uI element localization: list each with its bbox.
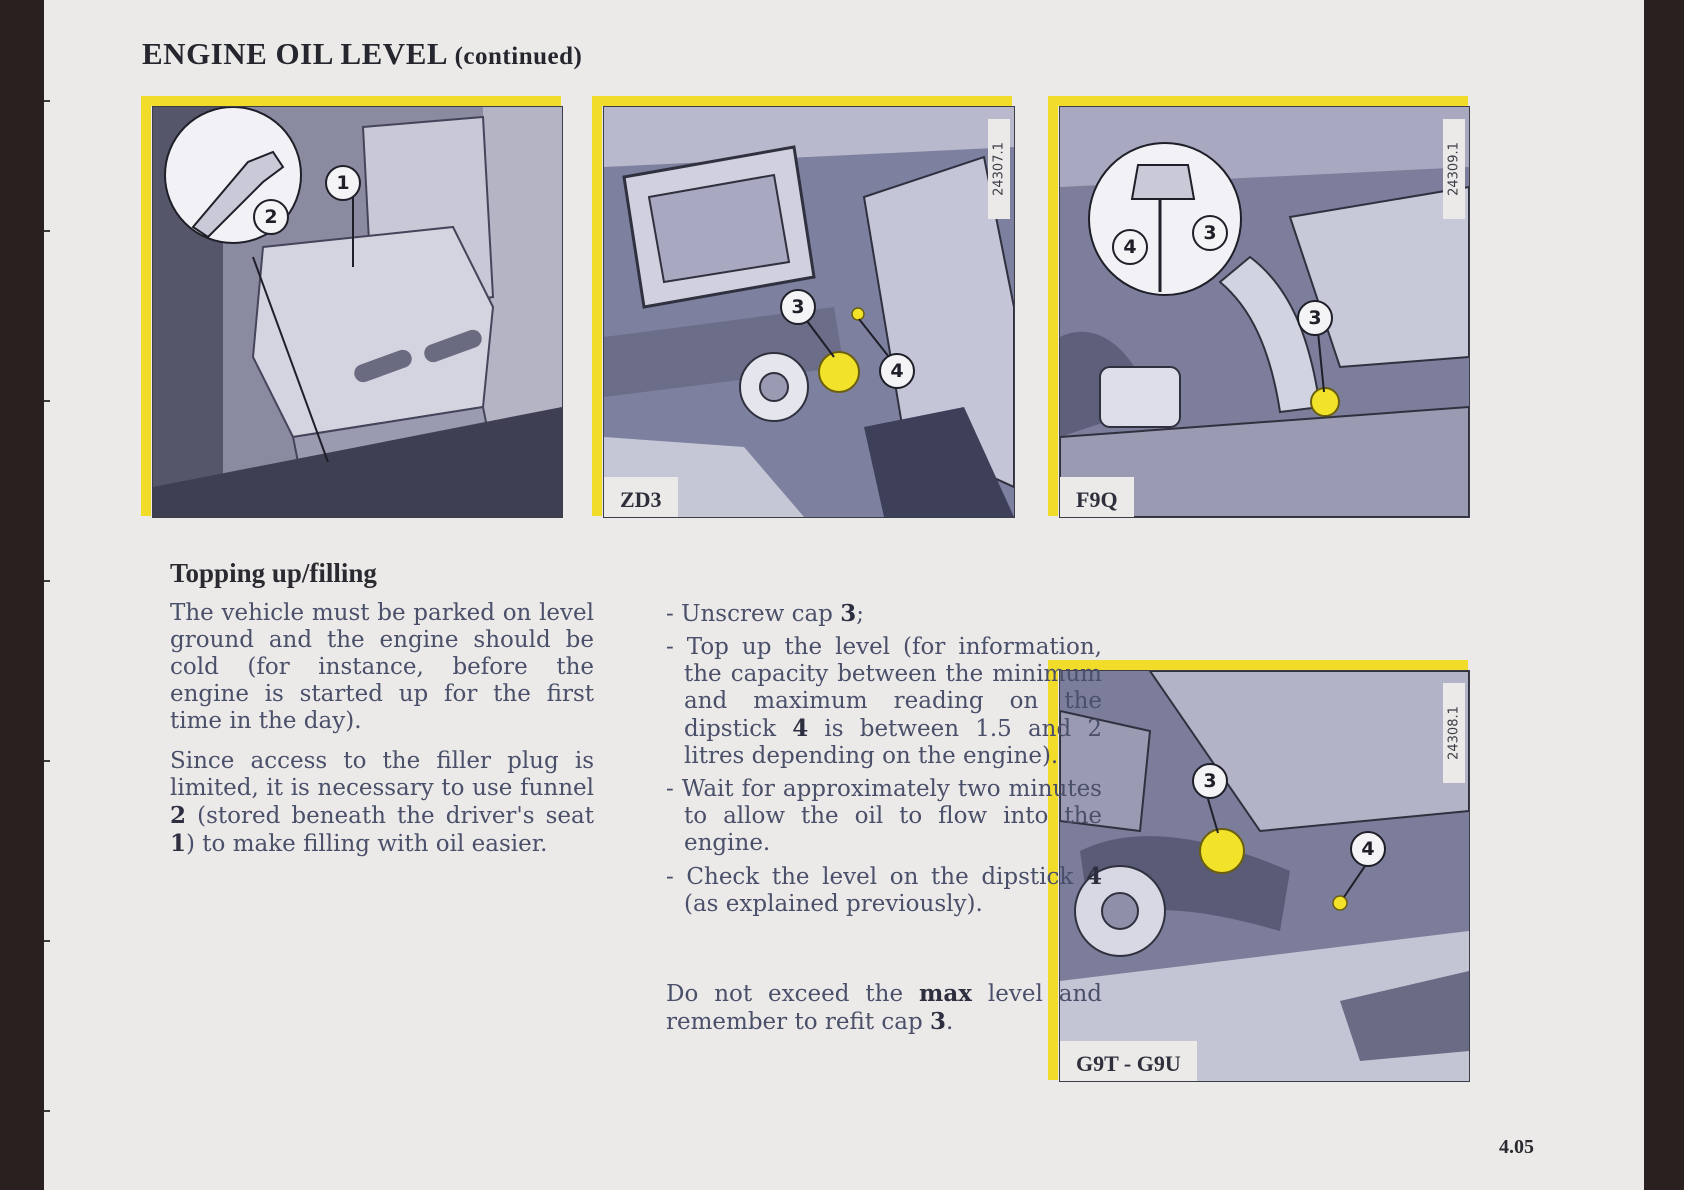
funnel-ref: 2 [170,802,187,829]
f9q-engine-drawing [1060,107,1469,517]
instruction-paragraph: Since access to the filler plug is limited, it is necessary to use funnel 2 (stored beneath the driver's seat 1) to make filling with oil easier. [170,748,594,857]
accent-bar [1048,96,1468,106]
manual-page [44,0,1644,1190]
accent-bar [1048,660,1468,670]
page-title [142,36,582,72]
callout-cap: 3 [1297,300,1333,336]
accent-bar [592,96,1012,106]
accent-bar [1048,96,1058,516]
accent-bar [141,96,561,106]
callout-seat: 1 [325,165,361,201]
callout-dipstick: 4 [1350,831,1386,867]
title-continued: (continued) [454,43,583,70]
title-main: ENGINE OIL LEVEL [142,36,447,71]
f9q-engine-illustration [1059,106,1470,518]
figure-reference: 24309.1 [1443,119,1465,219]
engine-code: ZD3 [604,477,678,517]
g9t-engine-illustration [1059,670,1470,1082]
steps-list [666,600,1102,924]
callout-dipstick-inset: 4 [1112,229,1148,265]
engine-code: G9T - G9U [1060,1041,1197,1081]
callout-cap: 3 [780,289,816,325]
callout-cap: 3 [1192,763,1228,799]
binding-edge [44,0,50,1190]
callout-dipstick: 4 [879,353,915,389]
callout-cap-inset: 3 [1192,215,1228,251]
list-item: - Check the level on the dipstick 4 (as explained previously). [666,863,1102,917]
instruction-paragraph: The vehicle must be parked on level ground and the engine should be cold (for instance, before the engine is started up for the first time in the day). [170,600,594,734]
section-heading: Topping up/filling [170,558,377,588]
figure-reference: 24308.1 [1443,683,1465,783]
accent-bar [592,96,602,516]
max-label: max [919,980,972,1007]
seat-drawing [153,107,562,517]
list-item: - Wait for approximately two minutes to allow the oil to flow into the engine. [666,776,1102,856]
list-item: - Unscrew cap 3; [666,600,864,627]
accent-bar [141,96,151,516]
seat-illustration [152,106,563,518]
engine-code: F9Q [1060,477,1134,517]
g9t-engine-drawing [1060,671,1469,1081]
page-number: 4.05 [1499,1136,1534,1158]
callout-funnel: 2 [253,199,289,235]
list-item: - Top up the level (for information, the capacity between the minimum and maximum reading on the dipstick 4 is between 1.5 and 2 litres depending on the engine). [666,634,1102,769]
warning-note: Do not exceed the max level and remember to refit cap 3. [666,980,1102,1035]
seat-ref: 1 [170,830,187,857]
zd3-engine-illustration [603,106,1015,518]
figure-reference: 24307.1 [988,119,1010,219]
